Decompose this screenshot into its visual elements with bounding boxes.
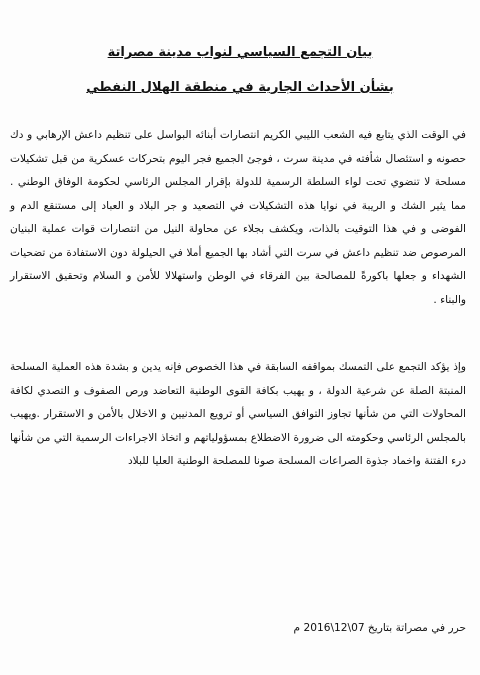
date-signature: حرر في مصراتة بتاريخ 07\12\2016 م xyxy=(293,622,466,634)
document-header xyxy=(0,44,480,114)
statement-subtitle: بشأن الأحداث الجارية في منطقة الهلال النفطي xyxy=(86,80,394,95)
paragraph-2: وإذ يؤكد التجمع على التمسك بمواقفه السابقة في هذا الخصوص فإنه يدين و بشدة هذه العملية المسلحة المنبتة الصلة عن شرعية الدولة ، و يهيب بكافة القوى الوطنية التعاضد ورص الصفوف و التصدي لكافة المحاولات التي من شأنها تجاوز التوافق السياسي أو ترويع المدنيين و الاخلال بالأمن و الاستقرار .ويهيب بالمجلس الرئاسي وحكومته الى ضرورة الاضطلاع بمسؤولياتهم و اتخاذ الاجراءات الرسمية التي من شأنها درء الفتنة واخماد جذوة الصراعات المسلحة صونا للمصلحة الوطنية العليا للبلاد xyxy=(10,361,466,467)
paragraph-1: في الوقت الذي يتابع فيه الشعب الليبي الكريم انتصارات أبنائه البواسل على تنظيم داعش الإرهابي و دك حصونه و استئصال شأفته في مدينة سرت ، فوجئ الجميع فجر اليوم بتحركات عسكرية من قبل تشكيلات مسلحة لا تنضوي تحت لواء السلطة الرسمية للدولة بإقرار المجلس الرئاسي لحكومة الوفاق الوطني . مما يثير الشك و الريبة في نوايا هذه التشكيلات في التصعيد و جر البلاد و العباد إلى مستنقع الدم و الفوضى و في هذا التوقيت بالذات، ويكشف بجلاء عن محاولة النيل من انتصارات قوات عملية البنيان المرصوص ضد تنظيم داعش في سرت التي أشاد بها الجميع أملا في الحيلولة دون الاستفادة من تضحيات الشهداء و جعلها باكورةً للمصالحة بين الفرقاء في الوطن واستهلالا للأمن و السلام وتحقيق الاستقرار والبناء . xyxy=(10,129,466,306)
statement-title: بيان التجمع السياسي لنواب مدينة مصراتة xyxy=(107,45,373,60)
